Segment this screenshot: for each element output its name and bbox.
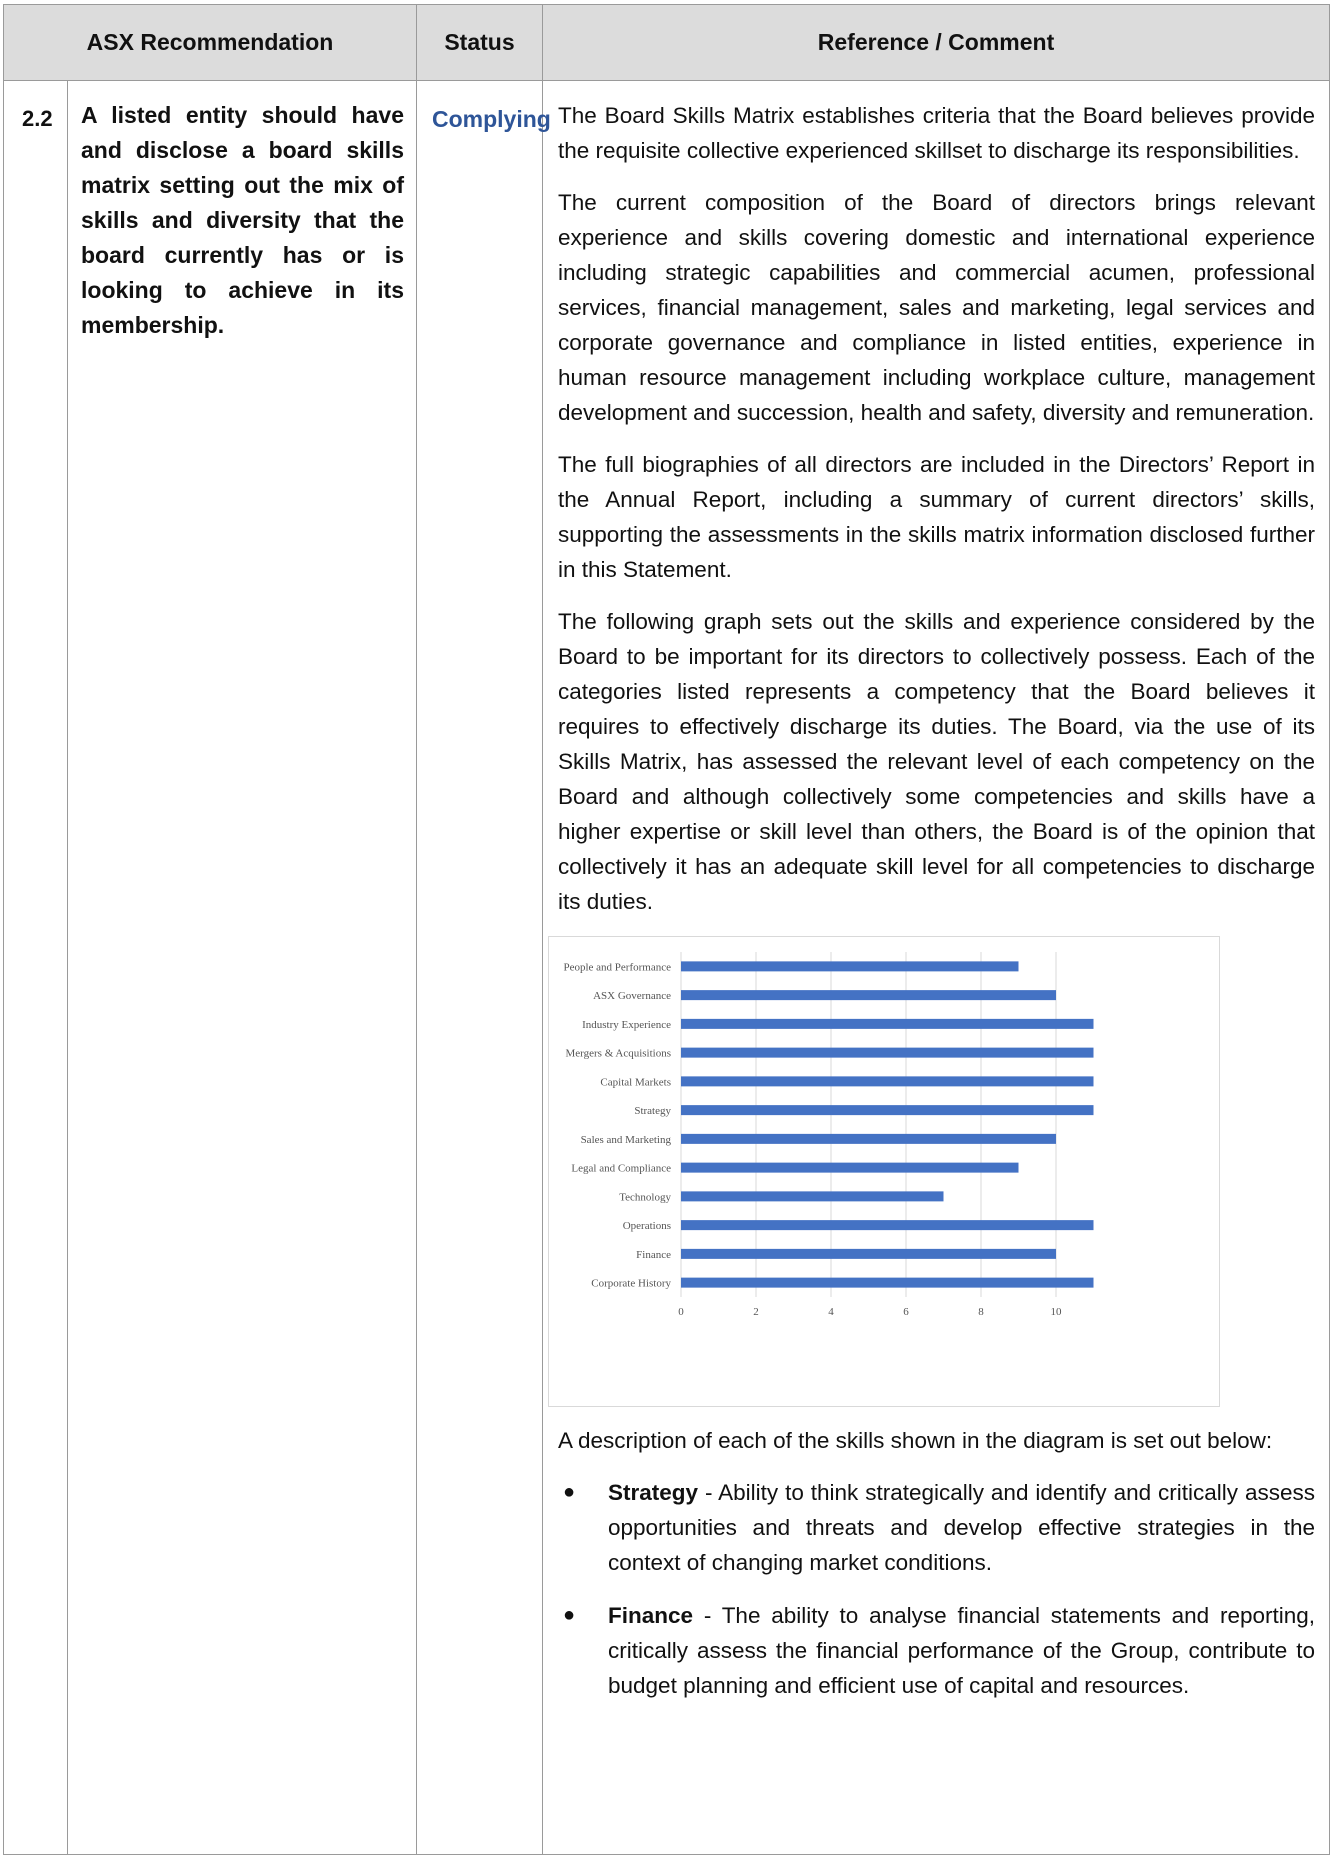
category-label: Mergers & Acquisitions <box>565 1047 671 1060</box>
category-label: People and Performance <box>563 961 671 974</box>
x-tick-label: 8 <box>978 1306 984 1318</box>
skills-description-list <box>558 1475 1315 1703</box>
category-label: Sales and Marketing <box>580 1133 671 1146</box>
category-label: Finance <box>636 1248 671 1261</box>
reference-comment-cell <box>543 81 1330 1855</box>
skill-term: Strategy <box>608 1480 699 1505</box>
chart-bar <box>681 1220 1094 1230</box>
category-label: Operations <box>622 1220 671 1233</box>
chart-bar <box>681 1163 1019 1173</box>
chart-bar <box>681 1076 1094 1086</box>
category-label: Corporate History <box>591 1277 671 1290</box>
chart-bar <box>681 1048 1094 1058</box>
skill-description: - The ability to analyse financial statements and reporting, critically assess the financial performance of the Group, contribute to budget planning and efficient use of capital and resources. <box>608 1603 1315 1698</box>
after-chart-paragraph: A description of each of the skills shown in the diagram is set out below: <box>558 1428 1273 1453</box>
category-label: ASX Governance <box>593 990 671 1003</box>
chart-bar <box>681 1278 1094 1288</box>
category-label: Legal and Compliance <box>571 1162 671 1175</box>
comment-paragraph-1: The Board Skills Matrix establishes criteria that the Board believes provide the requisite collective experienced skillset to discharge its responsibilities. <box>558 103 1315 163</box>
category-label: Strategy <box>634 1105 671 1118</box>
skills-matrix-chart <box>548 936 1220 1407</box>
x-tick-label: 10 <box>1050 1306 1062 1318</box>
skills-bar-chart-svg <box>549 937 1219 1406</box>
chart-bar <box>681 1019 1094 1029</box>
list-item <box>558 1475 1315 1580</box>
bullet-icon: ● <box>563 1604 576 1626</box>
header-asx-recommendation: ASX Recommendation <box>4 5 417 81</box>
comment-paragraph-3: The full biographies of all directors are included in the Directors’ Report in the Annual Report, including a summary of current directors’ skills, supporting the assessments in the skills matrix information disclosed further in this Statement. <box>558 452 1315 582</box>
chart-bar <box>681 1191 944 1201</box>
category-label: Technology <box>619 1191 671 1204</box>
chart-bar <box>681 1134 1056 1144</box>
header-status: Status <box>417 5 543 81</box>
category-label: Industry Experience <box>582 1018 671 1031</box>
x-tick-label: 0 <box>678 1306 684 1318</box>
x-tick-label: 4 <box>828 1306 834 1318</box>
x-tick-label: 6 <box>903 1306 909 1318</box>
bullet-icon: ● <box>563 1481 576 1503</box>
skill-term: Finance <box>608 1603 694 1628</box>
asx-recommendation-table <box>3 4 1330 1855</box>
list-item <box>558 1598 1315 1703</box>
chart-bar <box>681 990 1056 1000</box>
header-reference-comment: Reference / Comment <box>543 5 1330 81</box>
skill-description: - Ability to think strategically and identify and critically assess opportunities and threats and develop effective strategies in the context of changing market conditions. <box>608 1480 1315 1575</box>
table-row <box>4 81 1330 1855</box>
comment-paragraph-2: The current composition of the Board of directors brings relevant experience and skills covering domestic and international experience including strategic capabilities and commercial acumen, professional services, financial management, sales and marketing, legal services and corporate governance and compliance in listed entities, experience in human resource management including workplace culture, management development and succession, health and safety, diversity and remuneration. <box>558 190 1315 425</box>
recommendation-text: A listed entity should have and disclose a board skills matrix setting out the mix of skills and diversity that the board currently has or is looking to achieve in its membership. <box>68 81 417 1855</box>
x-tick-label: 2 <box>753 1306 759 1318</box>
chart-bar <box>681 1249 1056 1259</box>
status-badge: Complying <box>417 81 543 1855</box>
category-label: Capital Markets <box>600 1076 671 1089</box>
table-header-row <box>4 5 1330 81</box>
comment-paragraph-4: The following graph sets out the skills and experience considered by the Board to be important for its directors to collectively possess. Each of the categories listed represents a competency that the Board believes it requires to effectively discharge its duties. The Board, via the use of its Skills Matrix, has assessed the relevant level of each competency on the Board and although collectively some competencies and skills have a higher expertise or skill level than others, the Board is of the opinion that collectively it has an adequate skill level for all competencies to discharge its duties. <box>558 609 1315 914</box>
chart-bar <box>681 1105 1094 1115</box>
recommendation-number: 2.2 <box>4 81 68 1855</box>
chart-bar <box>681 961 1019 971</box>
